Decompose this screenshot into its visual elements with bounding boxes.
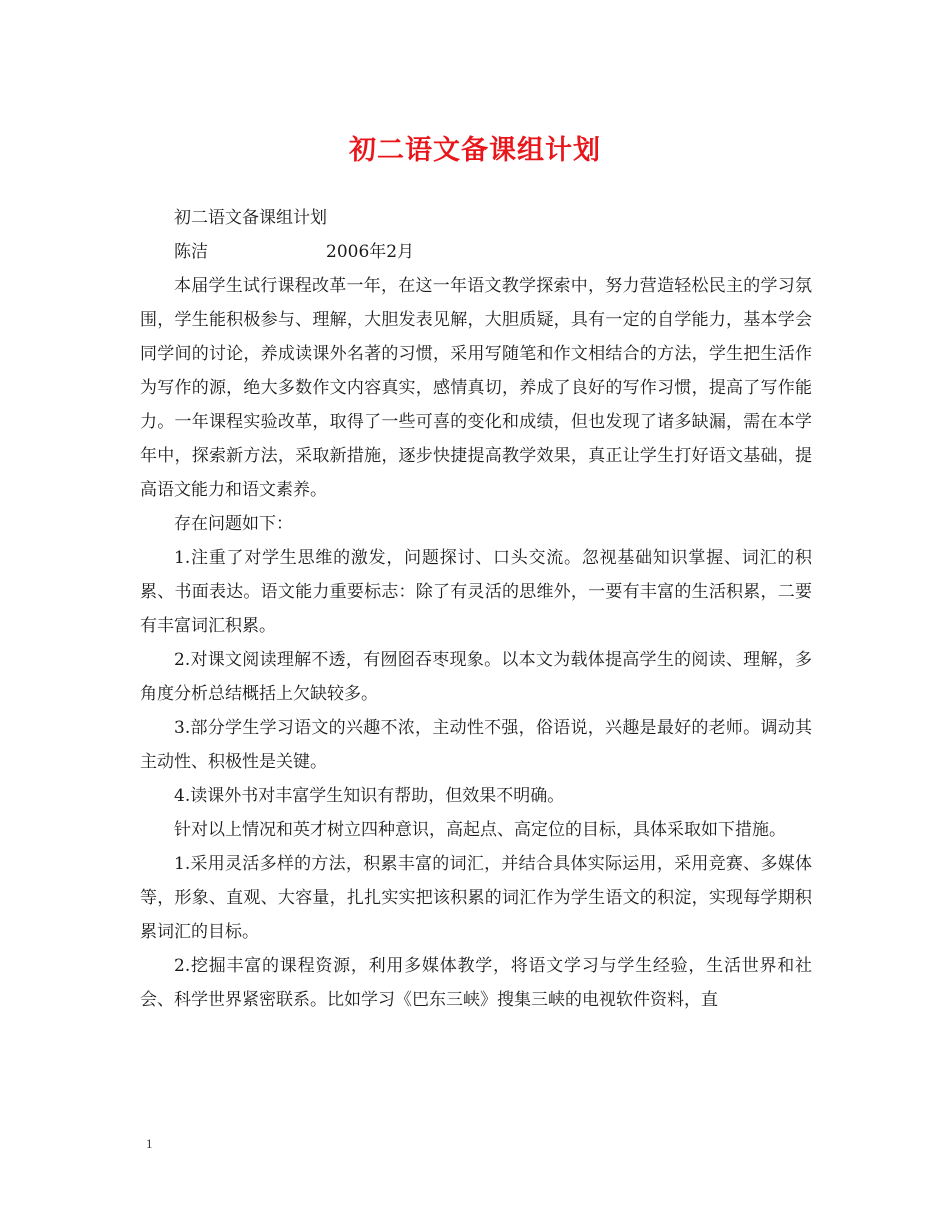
paragraph-problem-1: 1.注重了对学生思维的激发，问题探讨、口头交流。忽视基础知识掌握、词汇的积累、书面表达。语文能力重要标志：除了有灵活的思维外，一要有丰富的生活积累，二要有丰富词汇积累。	[140, 548, 812, 636]
document-date: 2006年2月	[326, 242, 415, 262]
paragraph-measure-1: 1.采用灵活多样的方法，积累丰富的词汇，并结合具体实际运用，采用竞赛、多媒体等，形象、直观、大容量，扎扎实实把该积累的词汇作为学生语文的积淀，实现每学期积累词汇的目标。	[140, 854, 812, 942]
paragraph-problem-4: 4.读课外书对丰富学生知识有帮助，但效果不明确。	[174, 786, 565, 806]
document-body	[140, 201, 812, 1017]
page-number: 1	[146, 1136, 153, 1151]
paragraph-measures-heading: 针对以上情况和英才树立四种意识，高起点、高定位的目标，具体采取如下措施。	[174, 820, 786, 840]
subtitle: 初二语文备课组计划	[174, 208, 327, 228]
paragraph-measure-2: 2.挖掘丰富的课程资源，利用多媒体教学，将语文学习与学生经验，生活世界和社会、科学世界紧密联系。比如学习《巴东三峡》搜集三峡的电视软件资料，直	[140, 956, 812, 1010]
paragraph-problem-3: 3.部分学生学习语文的兴趣不浓，主动性不强，俗语说，兴趣是最好的老师。调动其主动性、积极性是关键。	[140, 718, 812, 772]
author-name: 陈洁	[174, 242, 208, 262]
subtitle-line	[140, 201, 812, 235]
author-date-line	[140, 235, 812, 269]
paragraph-problem-2: 2.对课文阅读理解不透，有囫囵吞枣现象。以本文为载体提高学生的阅读、理解，多角度分析总结概括上欠缺较多。	[140, 650, 812, 704]
document-title: 初二语文备课组计划	[349, 135, 601, 166]
paragraph-problems-heading: 存在问题如下：	[174, 514, 293, 534]
paragraph-intro: 本届学生试行课程改革一年，在这一年语文教学探索中，努力营造轻松民主的学习氛围，学生能积极参与、理解，大胆发表见解，大胆质疑，具有一定的自学能力，基本学会同学间的讨论，养成读课外名著的习惯，采用写随笔和作文相结合的方法，学生把生活作为写作的源，绝大多数作文内容真实，感情真切，养成了良好的写作习惯，提高了写作能力。一年课程实验改革，取得了一些可喜的变化和成绩，但也发现了诸多缺漏，需在本学年中，探索新方法，采取新措施，逐步快捷提高教学效果，真正让学生打好语文基础，提高语文能力和语文素养。	[140, 276, 812, 500]
